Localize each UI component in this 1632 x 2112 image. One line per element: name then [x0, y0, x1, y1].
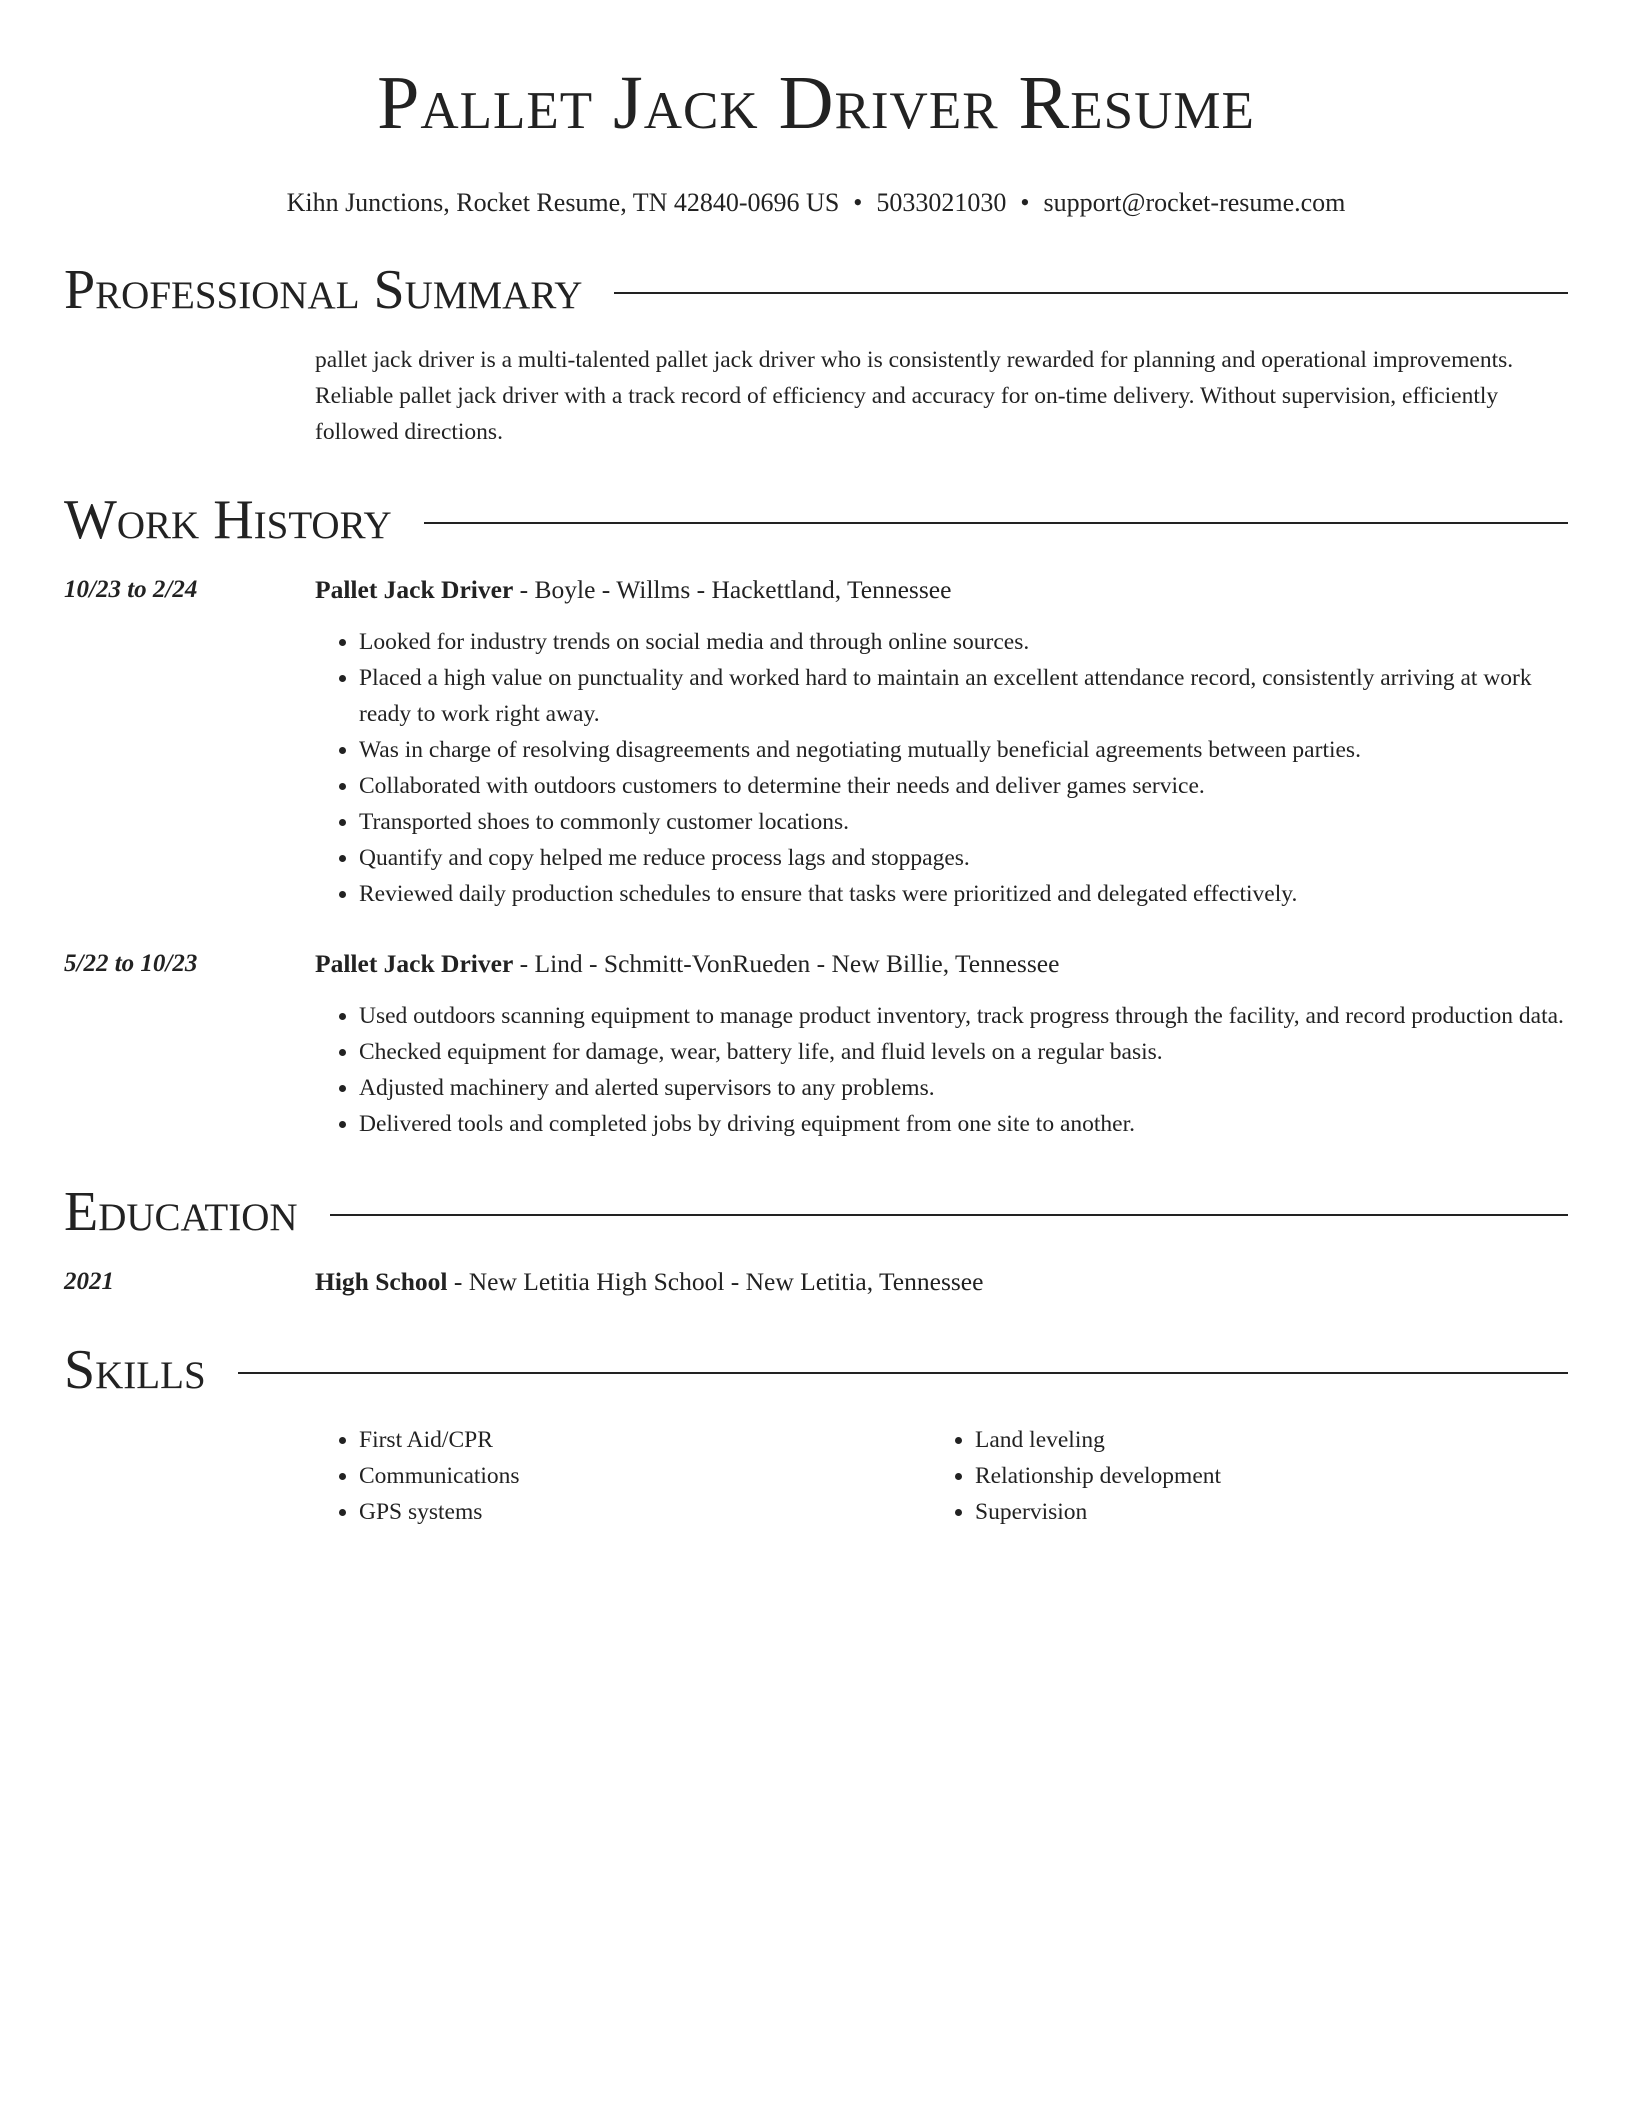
job-employer: - Boyle - Willms - Hackettland, Tennessee — [513, 575, 952, 604]
section-divider — [238, 1372, 1568, 1374]
job-bullet: • Delivered tools and completed jobs by driving equipment from one site to another. — [359, 1106, 1568, 1142]
job-bullet: • Used outdoors scanning equipment to manage product inventory, track progress through the facility, and record production data. — [359, 998, 1568, 1034]
section-divider — [614, 292, 1568, 294]
job-dates: 5/22 to 10/23 — [64, 950, 198, 977]
job-bullet: • Quantify and copy helped me reduce process lags and stoppages. — [359, 840, 1568, 876]
job-bullet: • Adjusted machinery and alerted supervisors to any problems. — [359, 1070, 1568, 1106]
skills-section-header — [64, 1338, 1568, 1402]
section-divider — [330, 1214, 1568, 1216]
education-section-title: Education — [64, 1181, 298, 1243]
skills-column-right — [931, 1422, 1547, 1530]
contact-separator: • — [853, 188, 863, 217]
job-employer: - Lind - Schmitt-VonRueden - New Billie, Tennessee — [513, 949, 1060, 978]
work-section-header — [64, 488, 1568, 552]
skill-item: • First Aid/CPR — [359, 1422, 931, 1458]
education-heading — [315, 1264, 1568, 1300]
education-degree: High School — [315, 1267, 448, 1296]
job-heading — [315, 572, 1568, 608]
job-bullet: • Transported shoes to commonly customer locations. — [359, 804, 1568, 840]
job-heading — [315, 946, 1568, 982]
job-details — [315, 946, 1568, 1142]
skill-item: • GPS systems — [359, 1494, 931, 1530]
education-school: - New Letitia High School - New Letitia, Tennessee — [447, 1267, 984, 1296]
job-details — [315, 572, 1568, 912]
contact-separator: • — [1020, 188, 1030, 217]
job-dates: 10/23 to 2/24 — [64, 576, 198, 603]
education-section-header — [64, 1180, 1568, 1244]
job-entry — [64, 572, 1568, 912]
summary-text: pallet jack driver is a multi-talented pallet jack driver who is consistently rewarded for planning and operational improvements. Reliable pallet jack driver with a track record of efficiency and accuracy for on-time delivery. Without supervision, efficiently followed directions. — [315, 347, 1514, 445]
skill-item: • Supervision — [975, 1494, 1547, 1530]
job-title: Pallet Jack Driver — [315, 949, 514, 978]
job-bullets — [315, 624, 1568, 912]
resume-title: Pallet Jack Driver Resume — [377, 61, 1255, 145]
section-divider — [424, 522, 1568, 524]
skills-section-title: Skills — [64, 1339, 206, 1401]
education-entry — [64, 1264, 1568, 1300]
skill-item: • Relationship development — [975, 1458, 1547, 1494]
summary-section-title: Professional Summary — [64, 259, 583, 321]
contact-phone: 5033021030 — [876, 188, 1007, 217]
job-bullets — [315, 998, 1568, 1142]
job-bullet: • Reviewed daily production schedules to ensure that tasks were prioritized and delegated effectively. — [359, 876, 1568, 912]
education-details — [315, 1264, 1568, 1300]
contact-address: Kihn Junctions, Rocket Resume, TN 42840-0696 US — [286, 188, 840, 217]
job-entry — [64, 946, 1568, 1142]
job-bullet: • Looked for industry trends on social media and through online sources. — [359, 624, 1568, 660]
work-section-title: Work History — [64, 489, 392, 551]
contact-email: support@rocket-resume.com — [1043, 188, 1346, 217]
contact-line — [64, 186, 1568, 220]
job-bullet: • Placed a high value on punctuality and worked hard to maintain an excellent attendance record, consistently arriving at work ready to work right away. — [359, 660, 1568, 732]
job-bullet: • Checked equipment for damage, wear, battery life, and fluid levels on a regular basis. — [359, 1034, 1568, 1070]
job-title: Pallet Jack Driver — [315, 575, 514, 604]
education-year: 2021 — [64, 1268, 114, 1295]
summary-section-header — [64, 258, 1568, 322]
skill-item: • Land leveling — [975, 1422, 1547, 1458]
skills-column-left — [315, 1422, 931, 1530]
job-bullet: • Was in charge of resolving disagreements and negotiating mutually beneficial agreements between parties. — [359, 732, 1568, 768]
skills-list — [315, 1422, 1568, 1530]
job-bullet: • Collaborated with outdoors customers to determine their needs and deliver games service. — [359, 768, 1568, 804]
skill-item: • Communications — [359, 1458, 931, 1494]
